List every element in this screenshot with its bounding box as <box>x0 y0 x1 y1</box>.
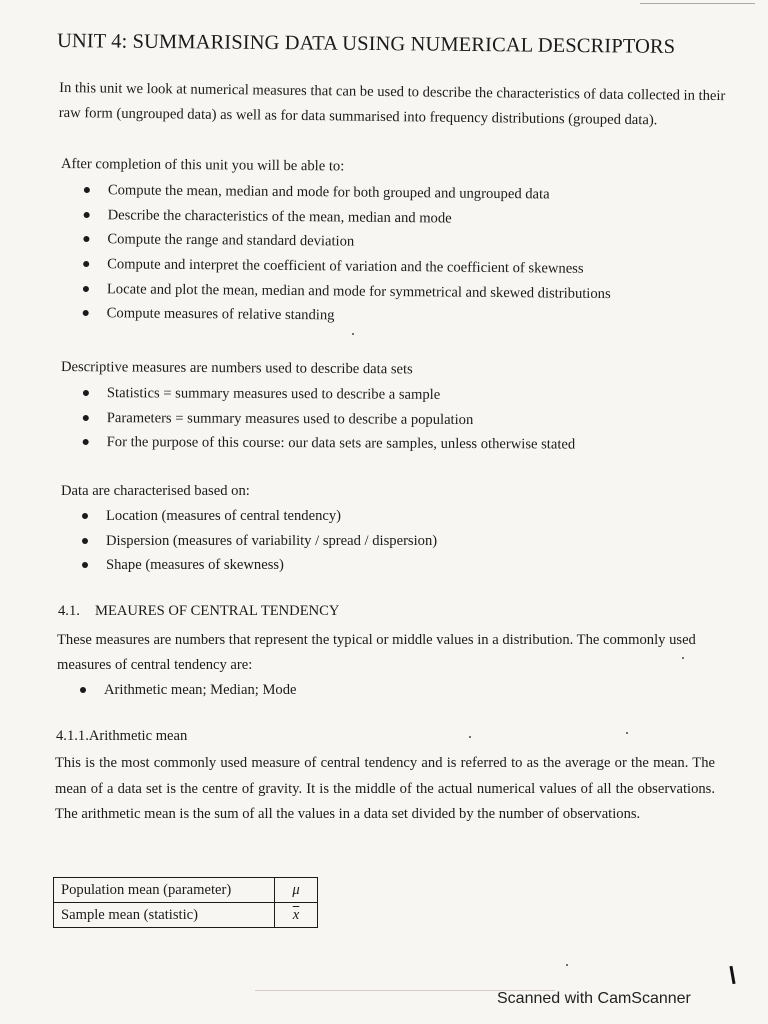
list-item: For the purpose of this course: our data sets are samples, unless otherwise stated <box>82 430 576 457</box>
bullet-icon <box>82 562 88 568</box>
scan-edge-line <box>640 3 755 4</box>
scan-speck <box>469 736 471 738</box>
scan-speck <box>626 732 628 734</box>
table-cell-label: Sample mean (statistic) <box>54 903 275 928</box>
list-item: Shape (measures of skewness) <box>81 553 437 578</box>
list-item: Parameters = summary measures used to describe a population <box>82 406 576 433</box>
section-number: 4.1. <box>58 603 80 619</box>
arithmetic-mean-paragraph: This is the most commonly used measure of central tendency and is referred to as the average or the mean. The mean of a data set is the centre of gravity. It is the middle of the actual numerical values of all the observations. The arithmetic mean is the sum of all the values in a data set divided by the number of observations. <box>55 755 715 822</box>
mean-symbols-table <box>53 877 318 928</box>
scan-speck <box>682 657 684 659</box>
bullet-icon <box>83 261 89 267</box>
characterised-lead: Data are characterised based on: <box>61 483 250 499</box>
bullet-icon <box>82 513 88 519</box>
bullet-icon <box>83 286 89 292</box>
list-item: Location (measures of central tendency) <box>81 504 437 529</box>
objectives-lead: After completion of this unit you will be able to: <box>60 156 345 175</box>
table-cell-symbol: $\overline{x}$ <box>275 903 318 928</box>
characterised-list <box>81 504 437 578</box>
list-item: Arithmetic mean; Median; Mode <box>79 678 297 703</box>
bullet-icon <box>83 310 89 316</box>
central-tendency-paragraph: These measures are numbers that represent the typical or middle values in a distribution. The commonly used measures of central tendency are: <box>57 632 696 673</box>
list-item: Describe the characteristics of the mean, median and mode <box>83 203 612 233</box>
bullet-icon <box>80 687 86 693</box>
scan-speck <box>566 964 568 966</box>
scan-speck <box>352 333 354 335</box>
bullet-icon <box>83 439 89 445</box>
central-tendency-list <box>79 678 297 703</box>
scanner-watermark: Scanned with CamScanner <box>497 990 691 1007</box>
bullet-icon <box>82 538 88 544</box>
table-cell-label: Population mean (parameter) <box>54 878 275 903</box>
bullet-icon <box>83 390 89 396</box>
list-item: Compute and interpret the coefficient of variation and the coefficient of skewness <box>82 252 611 282</box>
section-title: MEAURES OF CENTRAL TENDENCY <box>95 603 340 619</box>
list-item: Statistics = summary measures used to describe a sample <box>82 381 576 408</box>
intro-paragraph: In this unit we look at numerical measures that can be used to describe the characteristics of data collected in their raw form (ungrouped data) as well as for data summarised into frequency distributions (grouped data). <box>58 80 726 129</box>
table-cell-symbol: μ <box>275 878 318 903</box>
bullet-icon <box>84 212 90 218</box>
list-item: Compute the range and standard deviation <box>82 227 611 257</box>
bullet-icon <box>83 415 89 421</box>
list-item: Compute measures of relative standing <box>82 301 611 331</box>
bullet-icon <box>84 187 90 193</box>
descriptive-list <box>82 381 576 458</box>
table-row <box>54 903 318 928</box>
bullet-icon <box>83 236 89 242</box>
table-row <box>54 878 318 903</box>
descriptive-lead: Descriptive measures are numbers used to describe data sets <box>60 359 413 378</box>
unit-title: UNIT 4: SUMMARISING DATA USING NUMERICAL DESCRIPTORS <box>56 30 676 58</box>
pen-mark <box>729 966 735 984</box>
list-item: Dispersion (measures of variability / spread / dispersion) <box>81 529 437 554</box>
objectives-list <box>82 178 612 331</box>
subsection-heading: 4.1.1.Arithmetic mean <box>56 728 188 744</box>
list-item: Compute the mean, median and mode for both grouped and ungrouped data <box>83 178 612 208</box>
list-item: Locate and plot the mean, median and mode for symmetrical and skewed distributions <box>82 277 611 307</box>
section-heading <box>58 603 339 620</box>
